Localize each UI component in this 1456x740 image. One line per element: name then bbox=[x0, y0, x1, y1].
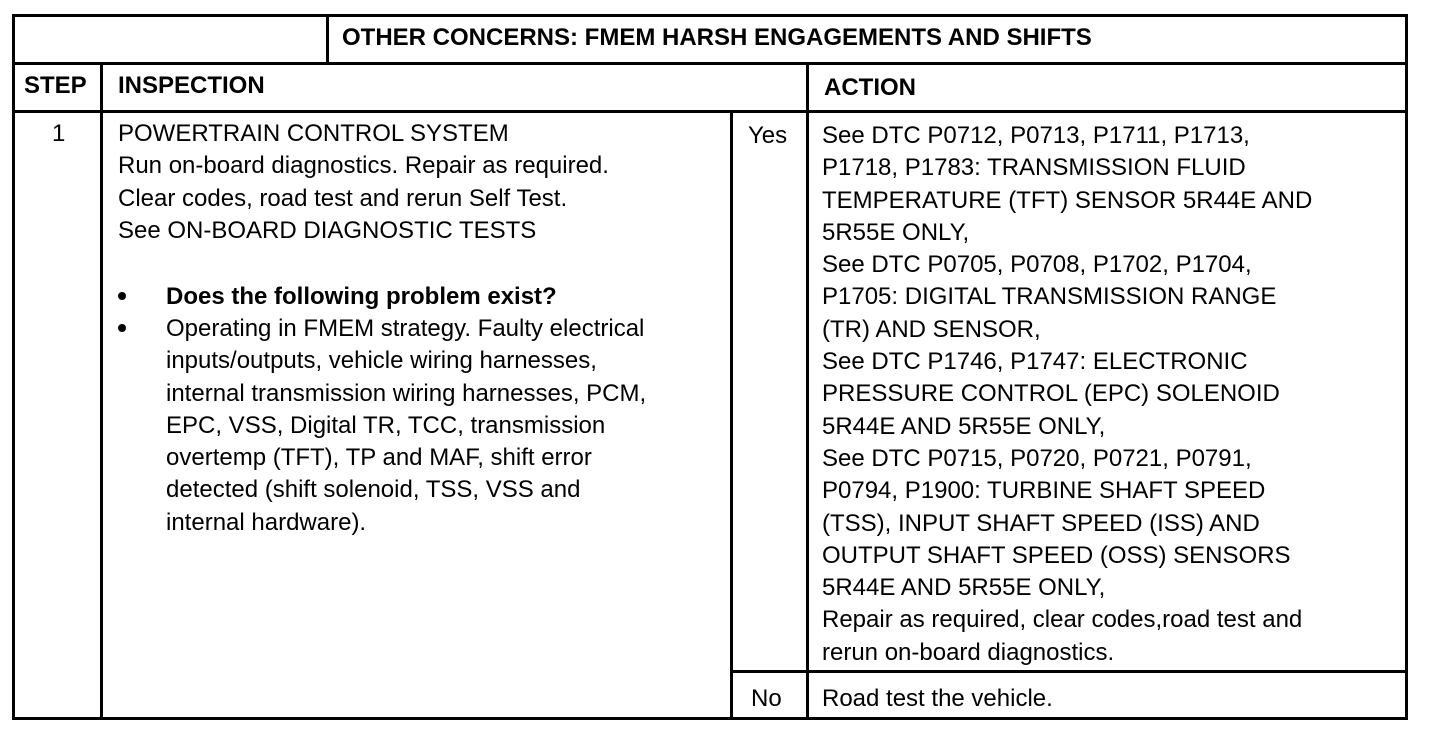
condition-line: EPC, VSS, Digital TR, TCC, transmission bbox=[166, 411, 606, 439]
inspection-line: Clear codes, road test and rerun Self Test. bbox=[118, 184, 568, 212]
title-cell-divider bbox=[326, 14, 329, 63]
table-title: OTHER CONCERNS: FMEM HARSH ENGAGEMENTS AND SHIFTS bbox=[342, 24, 1092, 51]
inspection-question: Does the following problem exist? bbox=[166, 283, 557, 310]
condition-line: overtemp (TFT), TP and MAF, shift error bbox=[166, 444, 592, 472]
condition-line: inputs/outputs, vehicle wiring harnesses, bbox=[166, 347, 597, 375]
yes-action-line: TEMPERATURE (TFT) SENSOR 5R44E AND bbox=[822, 186, 1313, 214]
yes-label: Yes bbox=[748, 122, 788, 149]
yes-action-line: See DTC P0715, P0720, P0721, P0791, bbox=[822, 444, 1252, 472]
condition-line: internal transmission wiring harnesses, PCM, bbox=[166, 379, 647, 407]
yes-action-text bbox=[822, 120, 1312, 669]
yes-action-line: See DTC P0705, P0708, P1702, P1704, bbox=[822, 251, 1252, 279]
bullet-icon bbox=[118, 292, 126, 300]
rule-below-headers bbox=[12, 110, 1408, 113]
yes-action-line: Repair as required, clear codes,road test and bbox=[822, 606, 1303, 634]
no-label: No bbox=[751, 685, 782, 712]
no-action-text: Road test the vehicle. bbox=[822, 685, 1053, 712]
yes-action-line: See DTC P1746, P1747: ELECTRONIC bbox=[822, 348, 1248, 376]
action-header: ACTION bbox=[824, 74, 916, 101]
step-header: STEP bbox=[24, 72, 87, 99]
condition-line: detected (shift solenoid, TSS, VSS and bbox=[166, 476, 581, 504]
inspection-header: INSPECTION bbox=[118, 72, 265, 99]
yes-action-line: (TR) AND SENSOR, bbox=[822, 315, 1041, 343]
rule-above-no-row bbox=[730, 670, 1408, 673]
inspection-line: POWERTRAIN CONTROL SYSTEM bbox=[118, 120, 509, 147]
inspection-line: See ON-BOARD DIAGNOSTIC TESTS bbox=[118, 216, 537, 244]
yes-action-line: PRESSURE CONTROL (EPC) SOLENOID bbox=[822, 380, 1280, 408]
yes-action-line: See DTC P0712, P0713, P1711, P1713, bbox=[822, 122, 1250, 149]
yes-action-line: 5R44E AND 5R55E ONLY, bbox=[822, 412, 1106, 440]
bullet-icon bbox=[118, 324, 126, 332]
inspection-text bbox=[118, 118, 609, 247]
inspection-result-divider bbox=[730, 110, 733, 720]
yes-action-line: rerun on-board diagnostics. bbox=[822, 638, 1115, 666]
rule-below-title bbox=[12, 62, 1408, 65]
yes-action-line: (TSS), INPUT SHAFT SPEED (ISS) AND bbox=[822, 509, 1260, 537]
yes-action-line: 5R55E ONLY, bbox=[822, 218, 970, 246]
step-number: 1 bbox=[52, 120, 66, 147]
condition-text bbox=[166, 313, 646, 539]
step-column-divider bbox=[100, 62, 103, 720]
condition-line: Operating in FMEM strategy. Faulty electrical bbox=[166, 315, 645, 342]
yes-action-line: P1705: DIGITAL TRANSMISSION RANGE bbox=[822, 283, 1277, 311]
inspection-line: Run on-board diagnostics. Repair as required. bbox=[118, 152, 609, 180]
yes-action-line: P0794, P1900: TURBINE SHAFT SPEED bbox=[822, 477, 1266, 505]
yes-action-line: P1718, P1783: TRANSMISSION FLUID bbox=[822, 154, 1246, 182]
condition-line: internal hardware). bbox=[166, 508, 367, 536]
action-column-divider bbox=[806, 62, 809, 720]
yes-action-line: 5R44E AND 5R55E ONLY, bbox=[822, 574, 1106, 602]
yes-action-line: OUTPUT SHAFT SPEED (OSS) SENSORS bbox=[822, 541, 1291, 569]
